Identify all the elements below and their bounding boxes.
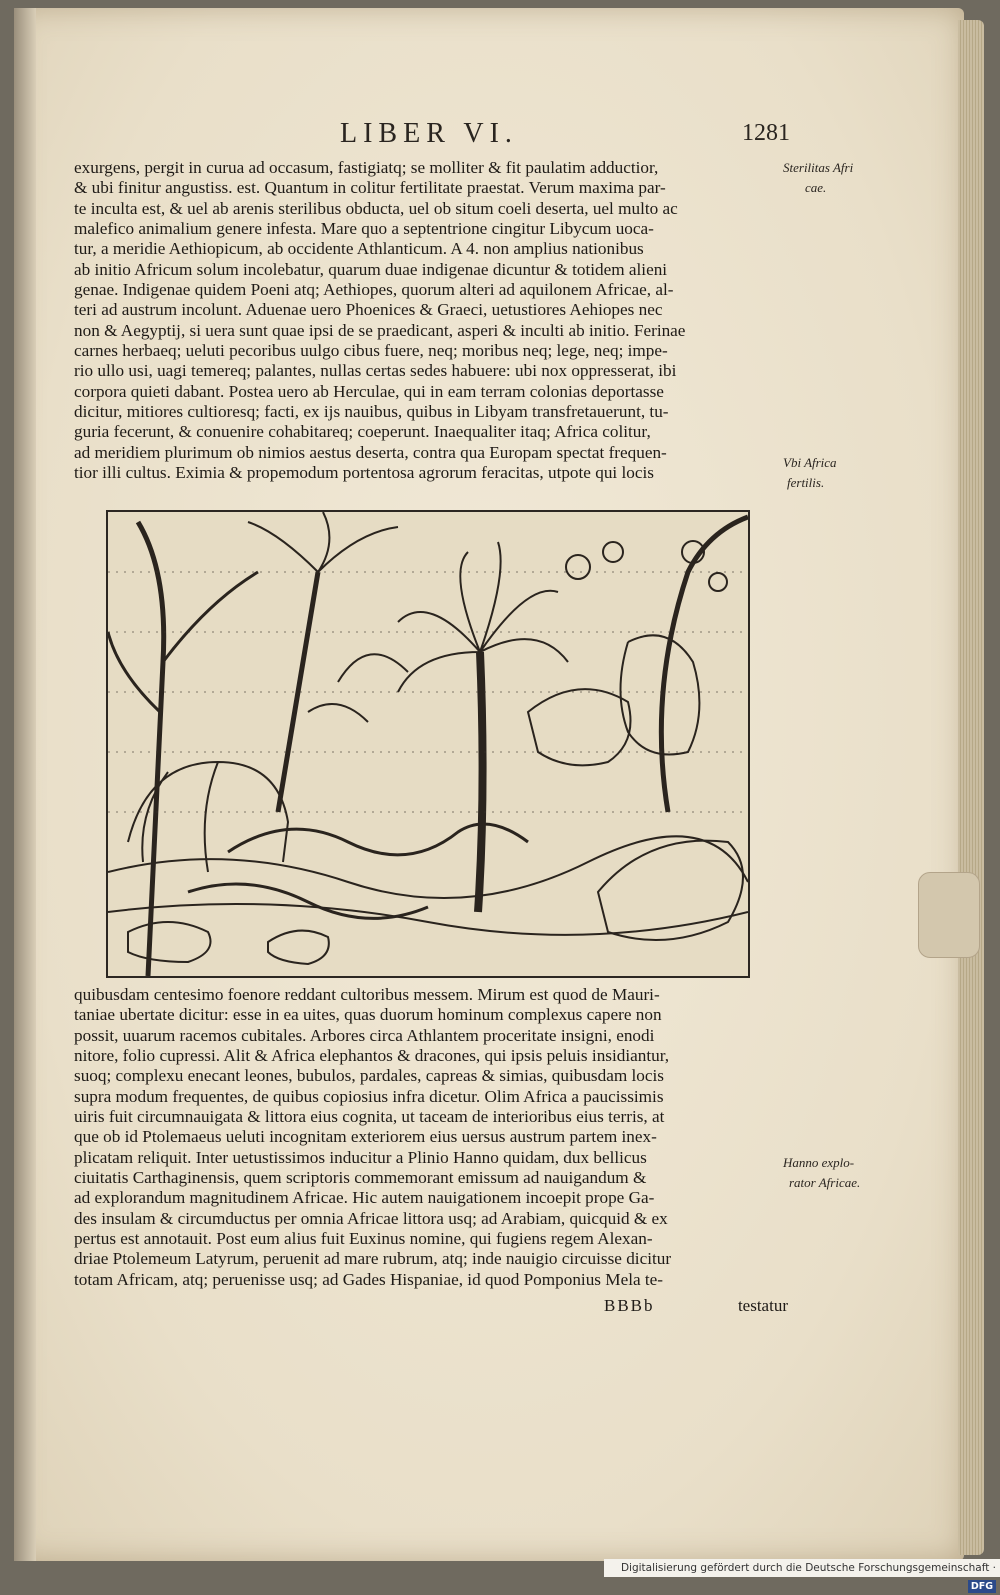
text-line: suoq; complexu enecant leones, bubulos, pardales, capreas & simias, quibusdam locis (74, 1066, 664, 1086)
text-line: tior illi cultus. Eximia & propemodum portentosa agrorum feracitas, utpote qui locis (74, 463, 654, 483)
text-line: dicitur, mitiores cultioresq; facti, ex ijs nauibus, quibus in Libyam transfretauerunt, tu- (74, 402, 669, 422)
woodcut-illustration (106, 510, 750, 978)
margin-note-line: Hanno explo- (783, 1155, 855, 1170)
text-line: uiris fuit circumnauigata & littora eius cognita, ut taceam de interioribus eius terris, at (74, 1107, 665, 1127)
book-gutter (14, 8, 36, 1561)
text-line: ad explorandum magnitudinem Africae. Hic autem nauigationem incoepit prope Ga- (74, 1188, 655, 1208)
text-block-top (74, 158, 794, 484)
text-line: ad meridiem plurimum ob nimios aestus deserta, contra qua Europam spectat frequen- (74, 442, 667, 462)
text-line: quibusdam centesimo foenore reddant cultoribus messem. Mirum est quod de Mauri- (74, 985, 660, 1004)
text-line: genae. Indigenae quidem Poeni atq; Aethiopes, quorum alteri ad aquilonem Africae, al- (74, 280, 674, 300)
text-line: carnes herbaeq; ueluti pecoribus uulgo cibus fuere, neq; moribus neq; lege, neq; impe- (74, 341, 668, 361)
text-line: plicatam reliquit. Inter uetustissimos inducitur a Plinio Hanno quidam, dux bellicus (74, 1147, 647, 1167)
woodcut-drawing (108, 512, 748, 976)
footer-text: Digitalisierung gefördert durch die Deutsche Forschungsgemeinschaft · (620, 1562, 996, 1574)
margin-note-ubi-africa (783, 453, 837, 493)
margin-note-line: fertilis. (787, 475, 825, 490)
text-line: des insulam & circumductus per omnia Africae littora usq; ad Arabiam, quicquid & ex (74, 1208, 668, 1228)
text-line: pertus est annotauit. Post eum alius fuit Euxinus nomine, qui fugiens regem Alexan- (74, 1229, 653, 1249)
text-line: tur, a meridie Aethiopicum, ab occidente Athlanticum. A 4. non amplius nationibus (74, 239, 644, 259)
signature-mark: BBBb (604, 1296, 655, 1315)
text-line: rio ullo usi, uagi temereq; palantes, nullas certas sedes habuere: ubi nox oppresserat, ibi (74, 361, 677, 381)
text-line: teri ad austrum incolunt. Aduenae uero Phoenices & Graeci, uetustiores Aehiopes nec (74, 300, 663, 320)
margin-note-line: Vbi Africa (783, 455, 837, 470)
text-line: corpora quieti dabant. Postea uero ab Herculae, qui in eam terram colonias deportasse (74, 381, 664, 401)
text-line: driae Ptolemeum Latyrum, peruenit ad mare rubrum, atq; inde nauigio circuisse dicitur (74, 1249, 672, 1269)
running-title: LIBER VI. (340, 118, 518, 149)
text-line: & ubi finitur angustiss. est. Quantum in colitur fertilitate praestat. Verum maxima par- (74, 178, 666, 198)
margin-note-hanno (783, 1153, 860, 1193)
text-block-bottom (74, 985, 794, 1290)
text-line: que ob id Ptolemaeus ueluti incognitam exteriorem eius uersus austrum partem inex- (74, 1127, 657, 1147)
text-line: malefico animalium genere infesta. Mare quo a septentrione cingitur Libycum uoca- (74, 219, 654, 239)
margin-note-line: rator Africae. (789, 1175, 861, 1190)
margin-note-line: Sterilitas Afri (783, 160, 854, 175)
text-line: totam Africam, atq; peruenisse usq; ad Gades Hispaniae, id quod Pomponius Mela te- (74, 1269, 664, 1289)
dfg-logo: DFG (968, 1580, 996, 1593)
text-line: ciuitatis Carthaginensis, quem scriptoris commemorant emissum ad nauigandum & (74, 1168, 647, 1188)
catchword: testatur (737, 1296, 788, 1315)
text-line: te inculta est, & uel ab arenis sterilibus obducta, uel ob situm coeli deserta, uel multo ac (74, 198, 678, 218)
margin-note-line: cae. (805, 180, 827, 195)
text-line: guria fecerunt, & conuenire cohabitareq; coeperunt. Inaequaliter itaq; Africa colitur, (74, 422, 651, 442)
text-line: nitore, folio cupressi. Alit & Africa elephantos & dracones, qui ipsis peluis insidiantur, (74, 1046, 670, 1066)
running-header (90, 118, 790, 158)
margin-note-sterilitas (783, 158, 853, 198)
page-clip-tab (918, 872, 980, 958)
text-line: non & Aegyptij, si uera sunt quae ipsi de se praedicant, asperi & inculti ab initio. Ferinae (74, 320, 686, 340)
signature-line (74, 1296, 794, 1318)
text-line: supra modum frequentes, de quibus copiosius infra dicetur. Olim Africa a paucissimis (74, 1086, 664, 1106)
text-line: possit, uuarum racemos cubitales. Arbores circa Athlantem proceritate insigni, enodi (74, 1025, 655, 1045)
text-line: taniae ubertate dicitur: esse in ea uites, quas duorum hominum complexus capere non (74, 1005, 662, 1025)
folio-number: 1281 (742, 120, 790, 146)
digitization-footer (604, 1559, 1000, 1592)
text-line: exurgens, pergit in curua ad occasum, fastigiatq; se molliter & fit paulatim adductior, (74, 158, 659, 177)
page-fore-edge (958, 20, 984, 1555)
text-line: ab initio Africum solum incolebatur, quarum duae indigenae dicuntur & totidem alieni (74, 259, 668, 279)
